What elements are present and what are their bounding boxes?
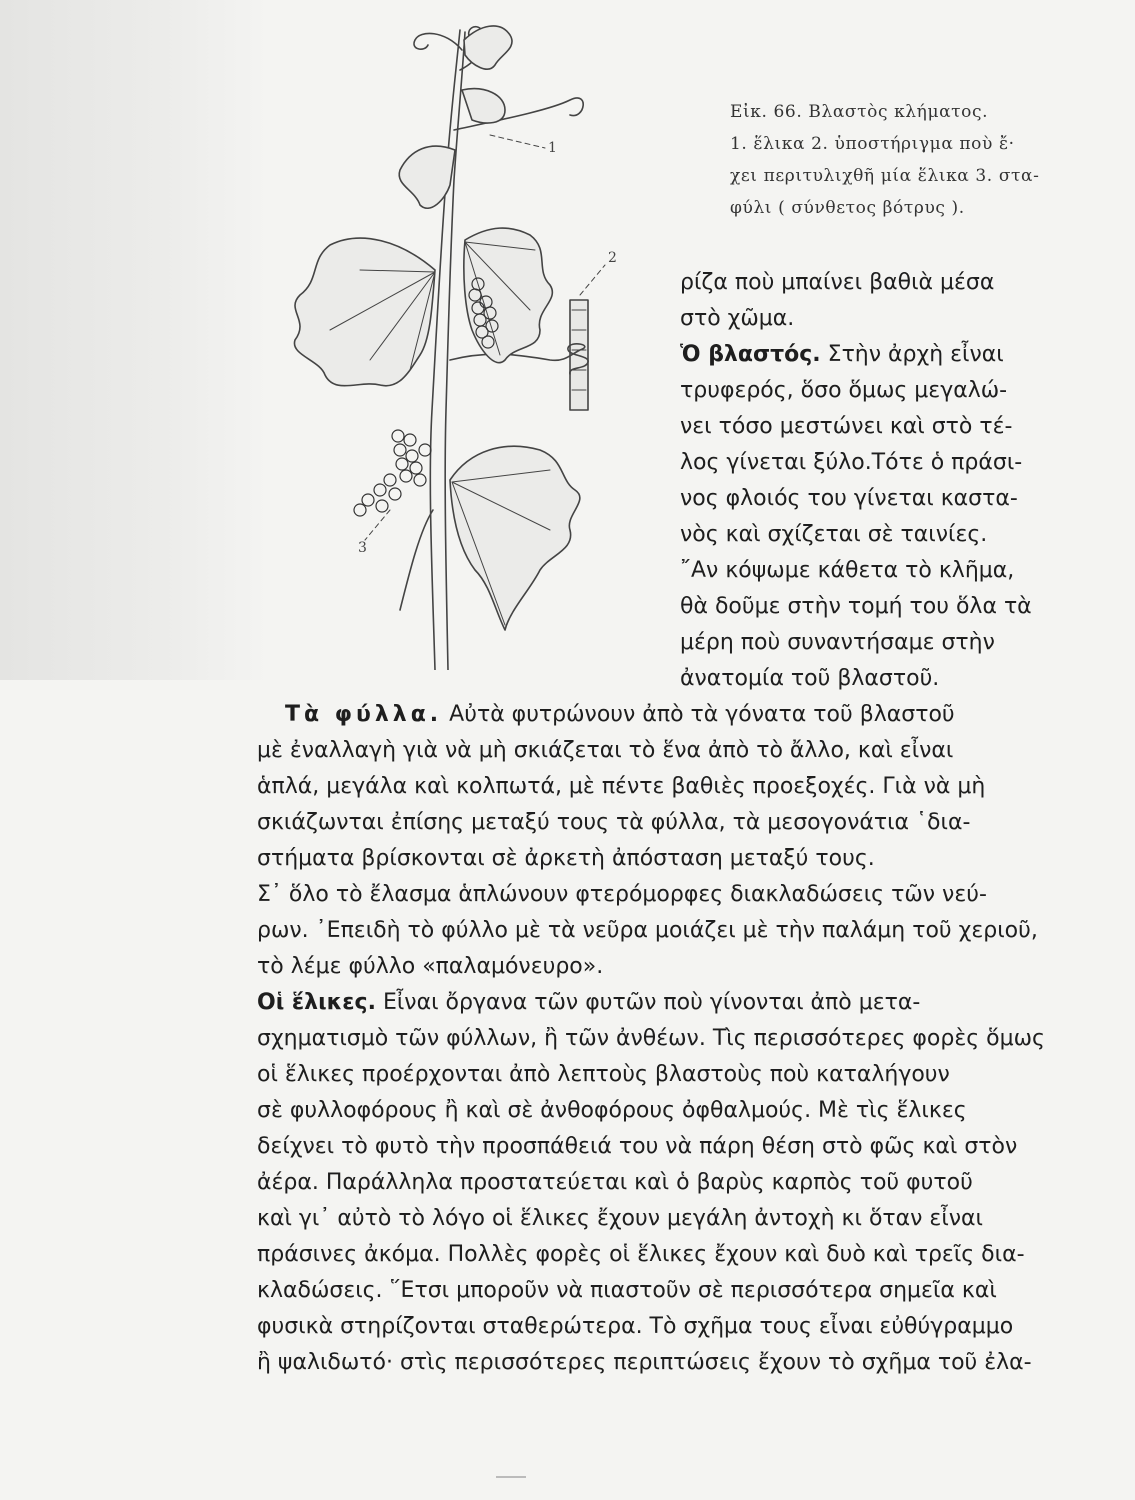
text-line: Οἱ ἕλικες. Εἶναι ὄργανα τῶν φυτῶν ποὺ γίνονται ἀπὸ μετα- bbox=[257, 990, 921, 1015]
text-line: τρυφερός, ὅσο ὅμως μεγαλώ- bbox=[680, 378, 1008, 403]
text-line: ρίζα ποὺ μπαίνει βαθιὰ μέσα bbox=[680, 270, 995, 295]
section-heading-leaves: Τὰ φύλλα. bbox=[285, 702, 443, 727]
text-line: λος γίνεται ξύλο.Τότε ὁ πράσι- bbox=[680, 450, 1023, 475]
text-line: ἁπλά, μεγάλα καὶ κολπωτά, μὲ πέντε βαθιὲς προεξοχές. Γιὰ νὰ μὴ bbox=[257, 774, 986, 799]
text-line: νει τόσο μεστώνει καὶ στὸ τέ- bbox=[680, 414, 1013, 439]
text-line: τὸ λέμε φύλλο «παλαμόνευρο». bbox=[257, 954, 604, 979]
caption-line: χει περιτυλιχθῆ μία ἕλικα 3. στα- bbox=[730, 166, 1040, 186]
text-line: στὸ χῶμα. bbox=[680, 306, 795, 331]
vine-shoot-illustration bbox=[250, 10, 670, 670]
text-line: ἀνατομία τοῦ βλαστοῦ. bbox=[680, 666, 940, 691]
text-line: νὸς καὶ σχίζεται σὲ ταινίες. bbox=[680, 522, 988, 547]
figure-label-3: 3 bbox=[358, 540, 367, 556]
text-line: μέρη ποὺ συναντήσαμε στὴν bbox=[680, 630, 995, 655]
scan-shadow bbox=[0, 0, 270, 680]
text-line: Σ᾽ ὅλο τὸ ἔλασμα ἁπλώνουν φτερόμορφες διακλαδώσεις τῶν νεύ- bbox=[257, 882, 987, 907]
text-line: μὲ ἐναλλαγὴ γιὰ νὰ μὴ σκιάζεται τὸ ἕνα ἀπὸ τὸ ἄλλο, καὶ εἶναι bbox=[257, 738, 954, 763]
text-line: θὰ δοῦμε στὴν τομή του ὅλα τὰ bbox=[680, 594, 1032, 619]
text-line: πράσινες ἀκόμα. Πολλὲς φορὲς οἱ ἕλικες ἔχουν καὶ δυὸ καὶ τρεῖς δια- bbox=[257, 1242, 1025, 1267]
section-heading-tendrils: Οἱ ἕλικες. bbox=[257, 990, 376, 1015]
text-line: νος φλοιός του γίνεται καστα- bbox=[680, 486, 1018, 511]
text-line: ῎Αν κόψωμε κάθετα τὸ κλῆμα, bbox=[680, 558, 1015, 583]
text-line: Ὁ βλαστός. Στὴν ἀρχὴ εἶναι bbox=[680, 342, 1004, 367]
text-line: στήματα βρίσκονται σὲ ἀρκετὴ ἀπόσταση μεταξύ τους. bbox=[257, 846, 875, 871]
figure-caption bbox=[730, 96, 1080, 224]
text-line: σὲ φυλλοφόρους ἢ καὶ σὲ ἀνθοφόρους ὀφθαλμούς. Μὲ τὶς ἕλικες bbox=[257, 1098, 967, 1123]
page-mark bbox=[496, 1476, 526, 1478]
text-line: ἢ ψαλιδωτό· στὶς περισσότερες περιπτώσεις ἔχουν τὸ σχῆμα τοῦ ἐλα- bbox=[257, 1350, 1032, 1375]
caption-line: 1. ἕλικα 2. ὑποστήριγμα ποὺ ἔ· bbox=[730, 134, 1015, 154]
text-line: ρων. ᾿Επειδὴ τὸ φύλλο μὲ τὰ νεῦρα μοιάζει μὲ τὴν παλάμη τοῦ χεριοῦ, bbox=[257, 918, 1038, 943]
text-line: οἱ ἕλικες προέρχονται ἀπὸ λεπτοὺς βλαστοὺς ποὺ καταλήγουν bbox=[257, 1062, 950, 1087]
text-line: δείχνει τὸ φυτὸ τὴν προσπάθειά του νὰ πάρη θέση στὸ φῶς καὶ στὸν bbox=[257, 1134, 1018, 1159]
caption-line: Εἰκ. 66. Βλαστὸς κλήματος. bbox=[730, 102, 989, 122]
text-line: κλαδώσεις. ῞Ετσι μποροῦν νὰ πιαστοῦν σὲ περισσότερα σημεῖα καὶ bbox=[257, 1278, 997, 1303]
figure-label-2: 2 bbox=[608, 250, 617, 266]
text-line: σκιάζωνται ἐπίσης μεταξύ τους τὰ φύλλα, τὰ μεσογονάτια ῾δια- bbox=[257, 810, 971, 835]
text-line: καὶ γι᾽ αὐτὸ τὸ λόγο οἱ ἕλικες ἔχουν μεγάλη ἀντοχὴ κι ὅταν εἶναι bbox=[257, 1206, 983, 1231]
text-line: Τὰ φύλλα. Αὐτὰ φυτρώνουν ἀπὸ τὰ γόνατα τοῦ βλαστοῦ bbox=[285, 702, 955, 727]
figure-label-1: 1 bbox=[548, 140, 557, 156]
text-line: ἀέρα. Παράλληλα προστατεύεται καὶ ὁ βαρὺς καρπὸς τοῦ φυτοῦ bbox=[257, 1170, 973, 1195]
text-line: σχηματισμὸ τῶν φύλλων, ἢ τῶν ἀνθέων. Τὶς περισσότερες φορὲς ὅμως bbox=[257, 1026, 1045, 1051]
caption-line: φύλι ( σύνθετος βότρυς ). bbox=[730, 198, 965, 218]
section-heading-shoot: Ὁ βλαστός. bbox=[680, 342, 821, 367]
text-line: φυσικὰ στηρίζονται σταθερώτερα. Τὸ σχῆμα τους εἶναι εὐθύγραμμο bbox=[257, 1314, 1014, 1339]
